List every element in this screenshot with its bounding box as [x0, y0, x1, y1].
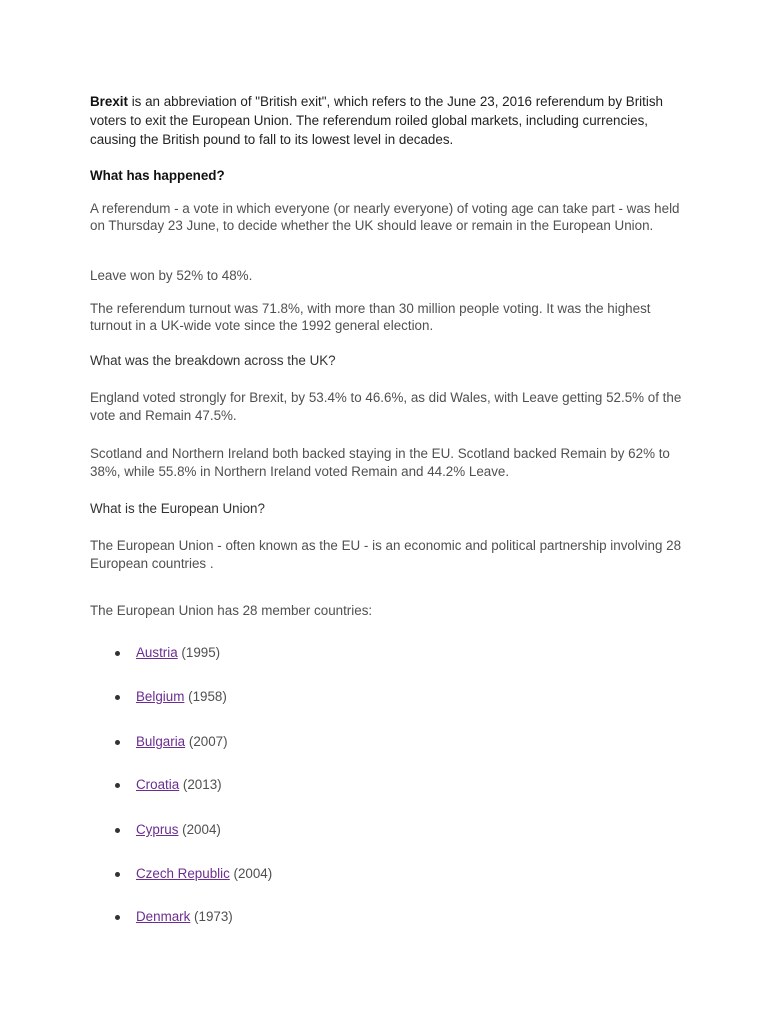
- england-wales-paragraph: England voted strongly for Brexit, by 53.4% to 46.6%, as did Wales, with Leave getting 52.5% of the vote and Remain 47.5%.: [90, 390, 682, 423]
- list-item-text: [136, 865, 272, 883]
- country-year: (1973): [190, 909, 233, 924]
- list-item-text: [136, 733, 228, 751]
- bullet-icon: [115, 915, 120, 920]
- intro-bold-term: Brexit: [90, 94, 128, 109]
- country-link-cyprus[interactable]: Cyprus: [136, 822, 179, 837]
- heading-breakdown: What was the breakdown across the UK?: [90, 353, 336, 368]
- country-year: (1958): [184, 689, 227, 704]
- list-item-text: [136, 821, 221, 839]
- eu-definition-paragraph: The European Union - often known as the EU - is an economic and political partnership involving 28 European countries .: [90, 538, 682, 571]
- country-year: (1995): [177, 645, 221, 660]
- scotland-ni-paragraph: Scotland and Northern Ireland both backed staying in the EU. Scotland backed Remain by 62% to 38%, while 55.8% in Northern Ireland voted Remain and 44.2% Leave.: [90, 446, 670, 479]
- country-link-denmark[interactable]: Denmark: [136, 909, 191, 924]
- intro-paragraph: [90, 92, 690, 149]
- country-link-bulgaria[interactable]: Bulgaria: [136, 734, 186, 749]
- country-year: (2013): [179, 777, 222, 792]
- referendum-paragraph: A referendum - a vote in which everyone (or nearly everyone) of voting age can take part - was held on Thursday 23 June, to decide whether the UK should leave or remain in the European Union.: [90, 201, 680, 233]
- heading-european-union: What is the European Union?: [90, 501, 265, 516]
- bullet-icon: [115, 740, 120, 745]
- turnout-paragraph: The referendum turnout was 71.8%, with more than 30 million people voting. It was the highest turnout in a UK-wide vote since the 1992 general election.: [90, 301, 651, 333]
- country-link-czech-republic[interactable]: Czech Republic: [136, 866, 230, 881]
- list-item-text: [136, 688, 227, 706]
- bullet-icon: [115, 783, 120, 788]
- country-year: (2004): [178, 822, 221, 837]
- bullet-icon: [115, 651, 120, 656]
- country-year: (2007): [185, 734, 228, 749]
- heading-what-has-happened: What has happened?: [90, 168, 225, 183]
- members-intro-paragraph: The European Union has 28 member countries:: [90, 603, 373, 618]
- leave-won-paragraph: Leave won by 52% to 48%.: [90, 268, 253, 283]
- intro-text: is an abbreviation of "British exit", which refers to the June 23, 2016 referendum by British voters to exit the European Union. The referendum roiled global markets, including currencies, causing the British pound to fall to its lowest level in decades.: [90, 94, 663, 147]
- country-year: (2004): [229, 866, 273, 881]
- list-item-text: [136, 776, 222, 794]
- list-item-text: [136, 644, 220, 662]
- country-link-belgium[interactable]: Belgium: [136, 689, 185, 704]
- list-item-text: [136, 908, 233, 926]
- bullet-icon: [115, 872, 120, 877]
- bullet-icon: [115, 695, 120, 700]
- bullet-icon: [115, 828, 120, 833]
- country-link-austria[interactable]: Austria: [136, 645, 178, 660]
- country-link-croatia[interactable]: Croatia: [136, 777, 180, 792]
